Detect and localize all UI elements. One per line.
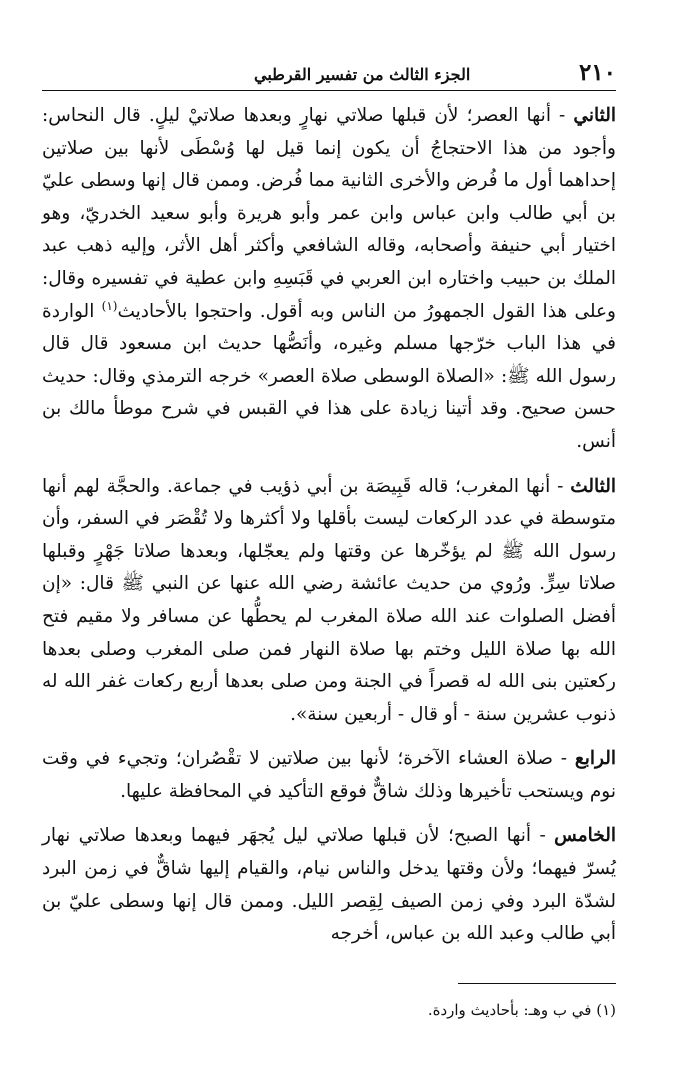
paragraph-third-opinion (42, 471, 616, 732)
paragraph-fifth-opinion (42, 820, 616, 950)
paragraph-lead: الثالث (570, 475, 616, 497)
page-header (42, 56, 616, 91)
paragraph-text: - أنها العصر؛ لأن قبلها صلاتي نهارٍ وبعدها صلاتيْ ليلٍ. قال النحاس: وأجود من هذا الاحتجاجُ أن يكون إنما قيل لها وُسْطَى لأنها بين صلاتين إحداهما أول ما فُرض والأخرى الثانية مما فُرض. وممن قال إنها وسطى عليّ بن أبي طالب وابن عباس وابن عمر وأبو هريرة وأبو سعيد الخدريّ، وهو اختيار أبي حنيفة وأصحابه، وقاله الشافعي وأكثر أهل الأثر، وإليه ذهب عبد الملك بن حبيب واختاره ابن العربي في قَبَسِهِ وابن عطية في تفسيره وقال: وعلى هذا القول الجمهورُ من الناس وبه أقول. واحتجوا بالأحاديث (42, 105, 616, 322)
footnote-divider (458, 983, 616, 984)
paragraph-lead: الرابع (574, 748, 616, 770)
paragraph-lead: الثاني (573, 105, 616, 126)
footnote-reference: (١) (101, 298, 118, 313)
paragraph-text: - أنها المغرب؛ قاله قَبِيصَة بن أبي ذؤيب في جماعة. والحجَّة لهم أنها متوسطة في عدد الركعات ليست بأقلها ولا أكثرها ولا تُقْصَر في السفر، وأن رسول الله ﷺ لم يؤخّرها عن وقتها ولم يعجّلها، وبعدها صلاتا جَهْرٍ وقبلها صلاتا سِرٍّ. ورُوي من حديث عائشة رضي الله عنها عن النبي ﷺ قال: «إن أفضل الصلوات عند الله صلاة المغرب لم يحطُّها عن مسافر ولا مقيم فتح الله بها صلاة الليل وختم بها صلاة النهار فمن صلى المغرب وصلى بعدها ركعتين بنى الله له قصراً في الجنة ومن صلى بعدها أربع ركعات غفر الله له ذنوب عشرين سنة - أو قال - أربعين سنة». (42, 475, 616, 725)
paragraph-fourth-opinion (42, 743, 616, 808)
page-body (42, 100, 616, 951)
page-number: ٢١٠ (578, 59, 616, 86)
paragraph-second-opinion (42, 100, 616, 459)
running-title: الجزء الثالث من تفسير القرطبي (254, 65, 471, 84)
footnote: (١) في ب وهـ: بأحاديث واردة. (427, 1001, 616, 1019)
paragraph-lead: الخامس (554, 825, 616, 847)
paragraph-text-continued: الواردة في هذا الباب خرّجها مسلم وغيره، وأنَصُّها حديث ابن مسعود قال قال رسول الله ﷺ: «الصلاة الوسطى صلاة العصر» خرجه الترمذي وقال: حديث حسن صحيح. وقد أتينا زيادة على هذا في القبس في شرح موطأ مالك بن أنس. (42, 300, 616, 452)
paragraph-text: - صلاة العشاء الآخرة؛ لأنها بين صلاتين لا تقْصُران؛ وتجيء في وقت نوم ويستحب تأخيرها وذلك شاقٌّ فوقع التأكيد في المحافظة عليها. (42, 748, 616, 802)
paragraph-text: - أنها الصبح؛ لأن قبلها صلاتي ليل يُجهَر فيهما وبعدها صلاتي نهار يُسرّ فيهما؛ ولأن وقتها يدخل والناس نيام، والقيام إليها شاقٌّ في زمن البرد لشدّة البرد وفي زمن الصيف لِقِصر الليل. وممن قال إنها وسطى عليّ بن أبي طالب وعبد الله بن عباس، أخرجه (42, 825, 616, 945)
